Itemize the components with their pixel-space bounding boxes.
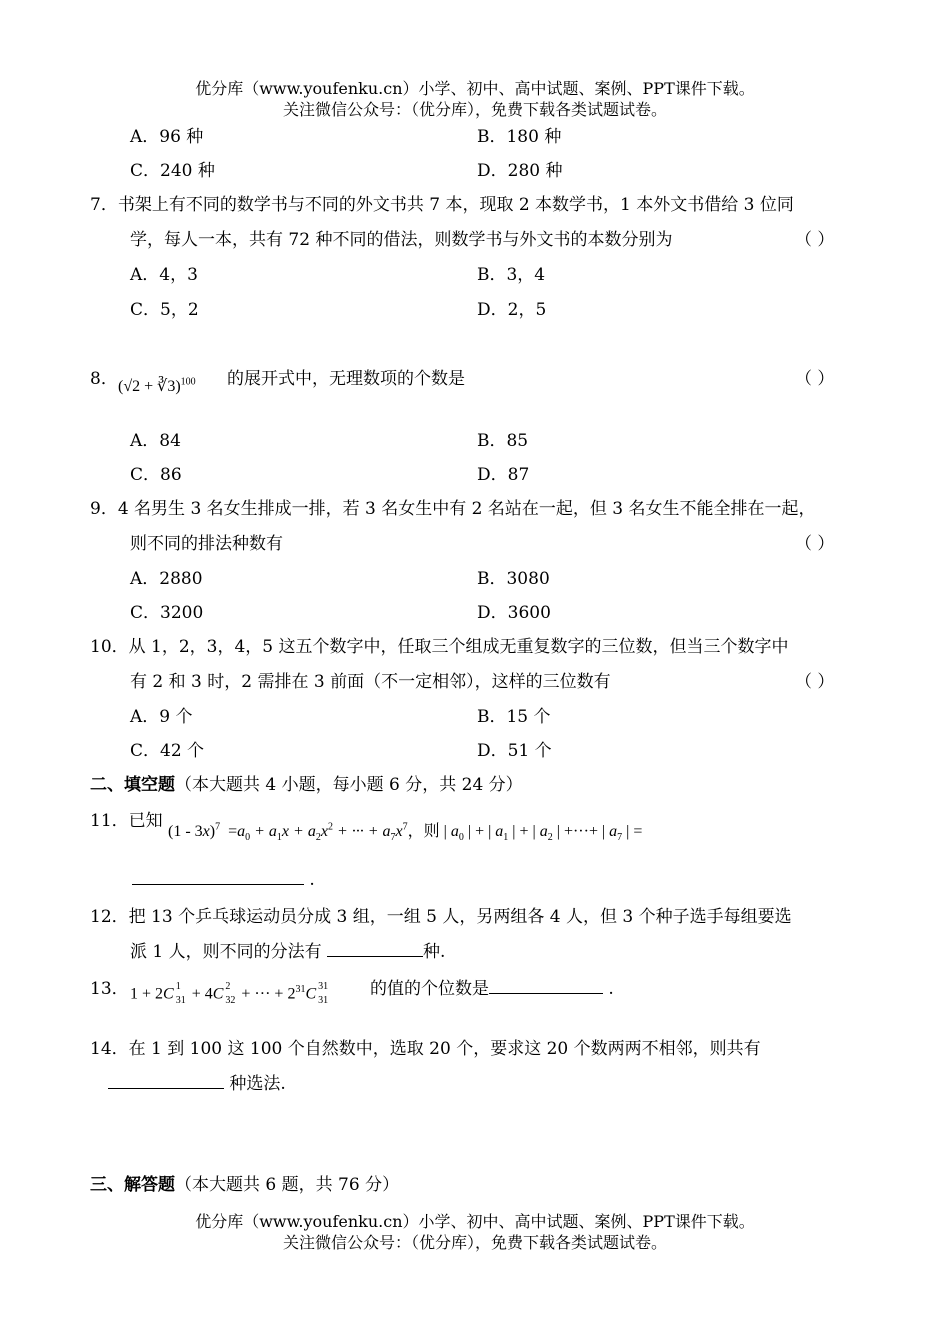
q8-option-d: D．87 bbox=[477, 465, 530, 485]
q10-option-c: C．42 个 bbox=[130, 741, 205, 761]
q14-line-2-text: 种选法. bbox=[229, 1074, 286, 1094]
q12-line-2a: 派 1 人，则不同的分法有 bbox=[130, 942, 322, 962]
footer-line-1: 优分库（www.youfenku.cn）小学、初中、高中试题、案例、PPT课件下载。 bbox=[195, 1212, 755, 1231]
q13-tail bbox=[370, 974, 614, 999]
q14-line-1: 14．在 1 到 100 这 100 个自然数中，选取 20 个，要求这 20 个数两两不相邻，则共有 bbox=[90, 1039, 761, 1059]
q8-option-a: A．84 bbox=[130, 431, 181, 451]
q6-option-c: C．240 种 bbox=[130, 161, 215, 181]
q9-line-1: 9．4 名男生 3 名女生排成一排，若 3 名女生中有 2 名站在一起，但 3 名女生不能全排在一起， bbox=[90, 499, 816, 519]
q7-option-b: B．3，4 bbox=[477, 265, 546, 285]
q10-option-a: A．9 个 bbox=[130, 707, 193, 727]
q7-option-d: D．2，5 bbox=[477, 300, 547, 320]
section-2-heading bbox=[90, 770, 523, 795]
q9-line-2: 则不同的排法种数有 bbox=[130, 534, 283, 554]
q8-answer-paren: （ ） bbox=[795, 369, 835, 389]
section-3-heading bbox=[90, 1170, 399, 1195]
header-line-1: 优分库（www.youfenku.cn）小学、初中、高中试题、案例、PPT课件下载。 bbox=[195, 79, 755, 98]
q10-answer-paren: （ ） bbox=[795, 672, 835, 692]
q10-option-b: B．15 个 bbox=[477, 707, 551, 727]
q10-option-d: D．51 个 bbox=[477, 741, 552, 761]
section-2-desc: （本大题共 4 小题，每小题 6 分，共 24 分） bbox=[175, 775, 523, 795]
q10-line-1: 10．从 1，2，3，4，5 这五个数字中，任取三个组成无重复数字的三位数，但当三个数字中 bbox=[90, 637, 789, 657]
q6-option-a: A．96 种 bbox=[130, 127, 204, 147]
q7-line-2: 学，每人一本，共有 72 种不同的借法，则数学书与外文书的本数分别为 bbox=[130, 230, 673, 250]
q7-answer-paren: （ ） bbox=[795, 230, 835, 250]
q13-text: 的值的个位数是 bbox=[370, 979, 489, 999]
q13-formula: 1 + 2C 1 31 + 4C 2 32 + ··· + $2^{31}C$ 31 31 bbox=[130, 980, 329, 1006]
q13-period: . bbox=[608, 979, 614, 999]
q11-blank[interactable] bbox=[132, 868, 304, 885]
q14-blank[interactable] bbox=[108, 1072, 224, 1089]
q12-line-2b: 种. bbox=[423, 942, 446, 962]
q7-option-a: A．4，3 bbox=[130, 265, 198, 285]
q13-blank[interactable] bbox=[489, 977, 603, 994]
q11-formula: $(1 - 3x)^7 =a_0 + a_1x + a_2x^2$ + ··· + $a_7x^7$，则 | $a_0$ | + | $a_1$ | + | $a_2$ | +···+ | $a_7$ | = bbox=[168, 821, 643, 844]
q8-option-c: C．86 bbox=[130, 465, 182, 485]
q12-line-1: 12．把 13 个乒乓球运动员分成 3 组，一组 5 人，另两组各 4 人，但 3 个种子选手每组要选 bbox=[90, 907, 792, 927]
footer-line-2: 关注微信公众号：（优分库），免费下载各类试题试卷。 bbox=[282, 1233, 667, 1252]
q9-answer-paren: （ ） bbox=[795, 534, 835, 554]
header-line-2: 关注微信公众号：（优分库），免费下载各类试题试卷。 bbox=[282, 100, 667, 119]
q7-line-1: 7．书架上有不同的数学书与不同的外文书共 7 本，现取 2 本数学书，1 本外文书借给 3 位同 bbox=[90, 195, 794, 215]
section-3-desc: （本大题共 6 题，共 76 分） bbox=[175, 1175, 400, 1195]
q9-option-b: B．3080 bbox=[477, 569, 550, 589]
q9-option-a: A．2880 bbox=[130, 569, 203, 589]
q7-option-c: C．5，2 bbox=[130, 300, 199, 320]
q11-number: 11．已知 bbox=[90, 811, 163, 831]
section-3-title: 三、解答题 bbox=[90, 1175, 175, 1195]
q6-option-b: B．180 种 bbox=[477, 127, 562, 147]
q12-blank[interactable] bbox=[327, 940, 423, 957]
q8-text: 的展开式中，无理数项的个数是 bbox=[227, 369, 465, 389]
q11-period: . bbox=[309, 870, 315, 890]
q11-answer-line bbox=[132, 868, 315, 890]
q8-formula: (√2 + ∛3)$^{100}$ bbox=[118, 376, 196, 395]
q10-line-2: 有 2 和 3 时，2 需排在 3 前面（不一定相邻），这样的三位数有 bbox=[130, 672, 611, 692]
q6-option-d: D．280 种 bbox=[477, 161, 563, 181]
q9-option-d: D．3600 bbox=[477, 603, 551, 623]
q9-option-c: C．3200 bbox=[130, 603, 204, 623]
q11-then: ，则 bbox=[407, 821, 440, 840]
q13-number: 13． bbox=[90, 979, 129, 999]
q8-option-b: B．85 bbox=[477, 431, 529, 451]
q8-number: 8． bbox=[90, 369, 118, 389]
q12-line-2 bbox=[130, 937, 445, 962]
q14-line-2 bbox=[108, 1069, 286, 1094]
section-2-title: 二、填空题 bbox=[90, 775, 175, 795]
